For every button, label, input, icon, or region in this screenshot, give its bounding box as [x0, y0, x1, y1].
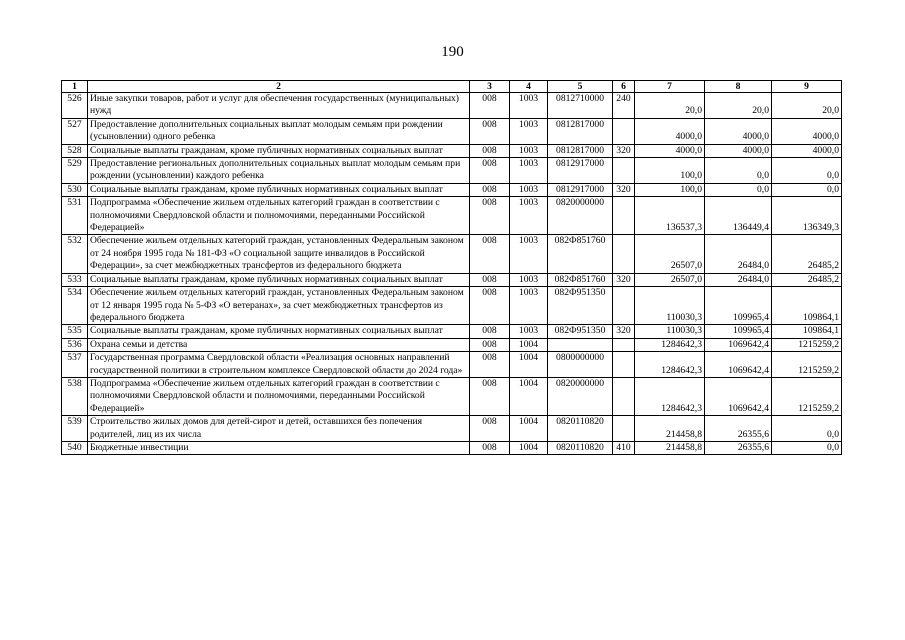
- section-code: 1003: [510, 235, 548, 273]
- table-row: [62, 441, 842, 454]
- expense-type-code: [613, 235, 635, 273]
- section-code: 1003: [510, 118, 548, 144]
- target-article-code: 0812917000: [548, 158, 613, 184]
- expense-type-code: [613, 118, 635, 144]
- expense-type-code: 320: [613, 325, 635, 338]
- table-row: [62, 325, 842, 338]
- amount-year-3: 1215259,2: [772, 338, 842, 351]
- expense-type-code: 410: [613, 441, 635, 454]
- expense-type-code: 320: [613, 144, 635, 157]
- row-number: 527: [62, 118, 88, 144]
- amount-year-3: 4000,0: [772, 144, 842, 157]
- table-row: [62, 118, 842, 144]
- amount-year-2: 109965,4: [705, 325, 772, 338]
- amount-year-1: 136537,3: [635, 197, 705, 235]
- amount-year-2: 26355,6: [705, 441, 772, 454]
- row-number: 530: [62, 183, 88, 196]
- row-name: Подпрограмма «Обеспечение жильем отдельных категорий граждан в соответствии с полномочиями Свердловской области и полномочиями, переданными Российской Федерацией»: [88, 197, 470, 235]
- section-code: 1003: [510, 273, 548, 286]
- row-number: 533: [62, 273, 88, 286]
- amount-year-1: 4000,0: [635, 118, 705, 144]
- amount-year-2: 1069642,4: [705, 377, 772, 415]
- amount-year-3: 0,0: [772, 183, 842, 196]
- row-name: Социальные выплаты гражданам, кроме публичных нормативных социальных выплат: [88, 183, 470, 196]
- admin-code: 008: [470, 144, 510, 157]
- column-header: 7: [635, 81, 705, 93]
- expense-type-code: [613, 377, 635, 415]
- table-row: [62, 416, 842, 442]
- row-number: 537: [62, 352, 88, 378]
- row-name: Иные закупки товаров, работ и услуг для обеспечения государственных (муниципальных) нужд: [88, 93, 470, 119]
- amount-year-1: 1284642,3: [635, 352, 705, 378]
- row-number: 540: [62, 441, 88, 454]
- target-article-code: 0800000000: [548, 352, 613, 378]
- column-header: 4: [510, 81, 548, 93]
- amount-year-2: 0,0: [705, 158, 772, 184]
- column-header: 5: [548, 81, 613, 93]
- admin-code: 008: [470, 93, 510, 119]
- budget-table: [61, 80, 842, 455]
- row-name: Предоставление дополнительных социальных выплат молодым семьям при рождении (усыновлении) одного ребенка: [88, 118, 470, 144]
- section-code: 1004: [510, 377, 548, 415]
- target-article-code: 082Ф851760: [548, 235, 613, 273]
- amount-year-2: 4000,0: [705, 118, 772, 144]
- amount-year-1: 214458,8: [635, 416, 705, 442]
- row-name: Социальные выплаты гражданам, кроме публичных нормативных социальных выплат: [88, 273, 470, 286]
- amount-year-3: 26485,2: [772, 235, 842, 273]
- table-row: [62, 144, 842, 157]
- amount-year-3: 4000,0: [772, 118, 842, 144]
- admin-code: 008: [470, 183, 510, 196]
- row-number: 536: [62, 338, 88, 351]
- amount-year-3: 20,0: [772, 93, 842, 119]
- table-row: [62, 338, 842, 351]
- section-code: 1004: [510, 338, 548, 351]
- row-name: Социальные выплаты гражданам, кроме публичных нормативных социальных выплат: [88, 325, 470, 338]
- row-number: 528: [62, 144, 88, 157]
- section-code: 1004: [510, 441, 548, 454]
- amount-year-2: 26484,0: [705, 273, 772, 286]
- amount-year-1: 1284642,3: [635, 338, 705, 351]
- target-article-code: 0820110820: [548, 416, 613, 442]
- amount-year-2: 20,0: [705, 93, 772, 119]
- expense-type-code: [613, 197, 635, 235]
- table-row: [62, 352, 842, 378]
- column-header: 9: [772, 81, 842, 93]
- row-number: 539: [62, 416, 88, 442]
- expense-type-code: [613, 352, 635, 378]
- target-article-code: 0812817000: [548, 118, 613, 144]
- amount-year-2: 0,0: [705, 183, 772, 196]
- page-number: 190: [441, 44, 464, 60]
- section-code: 1003: [510, 287, 548, 325]
- expense-type-code: [613, 158, 635, 184]
- admin-code: 008: [470, 235, 510, 273]
- section-code: 1003: [510, 93, 548, 119]
- expense-type-code: 240: [613, 93, 635, 119]
- admin-code: 008: [470, 441, 510, 454]
- table-row: [62, 183, 842, 196]
- table-row: [62, 93, 842, 119]
- admin-code: 008: [470, 377, 510, 415]
- section-code: 1003: [510, 144, 548, 157]
- target-article-code: 082Ф951350: [548, 325, 613, 338]
- target-article-code: 082Ф851760: [548, 273, 613, 286]
- row-name: Обеспечение жильем отдельных категорий граждан, установленных Федеральным законом от 12 января 1995 года № 5-ФЗ «О ветеранах», за счет межбюджетных трансфертов из федерального бюджета: [88, 287, 470, 325]
- column-header: 2: [88, 81, 470, 93]
- table-body: [62, 93, 842, 455]
- row-name: Охрана семьи и детства: [88, 338, 470, 351]
- admin-code: 008: [470, 416, 510, 442]
- amount-year-3: 1215259,2: [772, 377, 842, 415]
- admin-code: 008: [470, 158, 510, 184]
- amount-year-2: 1069642,4: [705, 352, 772, 378]
- amount-year-2: 109965,4: [705, 287, 772, 325]
- row-name: Обеспечение жильем отдельных категорий граждан, установленных Федеральным законом от 24 ноября 1995 года № 181-ФЗ «О социальной защите инвалидов в Российской Федерации», за счет межбюджетных трансфертов из федерального бюджета: [88, 235, 470, 273]
- column-header: 8: [705, 81, 772, 93]
- amount-year-2: 26484,0: [705, 235, 772, 273]
- amount-year-1: 20,0: [635, 93, 705, 119]
- amount-year-3: 1215259,2: [772, 352, 842, 378]
- amount-year-2: 1069642,4: [705, 338, 772, 351]
- amount-year-3: 109864,1: [772, 287, 842, 325]
- column-header: 6: [613, 81, 635, 93]
- amount-year-1: 4000,0: [635, 144, 705, 157]
- amount-year-3: 0,0: [772, 416, 842, 442]
- row-name: Строительство жилых домов для детей-сирот и детей, оставшихся без попечения родителей, лиц из их числа: [88, 416, 470, 442]
- row-name: Государственная программа Свердловской области «Реализация основных направлений государственной политики в строительном комплексе Свердловской области до 2024 года»: [88, 352, 470, 378]
- row-number: 526: [62, 93, 88, 119]
- amount-year-3: 26485,2: [772, 273, 842, 286]
- row-name: Подпрограмма «Обеспечение жильем отдельных категорий граждан в соответствии с полномочиями Свердловской области и полномочиями, переданными Российской Федерацией»: [88, 377, 470, 415]
- amount-year-1: 100,0: [635, 183, 705, 196]
- header-row: [62, 81, 842, 93]
- section-code: 1003: [510, 183, 548, 196]
- target-article-code: 0820000000: [548, 197, 613, 235]
- target-article-code: 0820110820: [548, 441, 613, 454]
- table-row: [62, 197, 842, 235]
- amount-year-2: 4000,0: [705, 144, 772, 157]
- admin-code: 008: [470, 352, 510, 378]
- column-header: 3: [470, 81, 510, 93]
- target-article-code: 0812917000: [548, 183, 613, 196]
- admin-code: 008: [470, 287, 510, 325]
- admin-code: 008: [470, 338, 510, 351]
- target-article-code: 0812710000: [548, 93, 613, 119]
- row-number: 532: [62, 235, 88, 273]
- amount-year-1: 26507,0: [635, 235, 705, 273]
- row-name: Социальные выплаты гражданам, кроме публичных нормативных социальных выплат: [88, 144, 470, 157]
- admin-code: 008: [470, 325, 510, 338]
- amount-year-3: 0,0: [772, 441, 842, 454]
- amount-year-1: 1284642,3: [635, 377, 705, 415]
- section-code: 1003: [510, 325, 548, 338]
- section-code: 1004: [510, 352, 548, 378]
- row-name: Бюджетные инвестиции: [88, 441, 470, 454]
- row-number: 531: [62, 197, 88, 235]
- row-number: 534: [62, 287, 88, 325]
- amount-year-1: 214458,8: [635, 441, 705, 454]
- target-article-code: 082Ф951350: [548, 287, 613, 325]
- row-number: 538: [62, 377, 88, 415]
- target-article-code: 0820000000: [548, 377, 613, 415]
- table-row: [62, 235, 842, 273]
- admin-code: 008: [470, 273, 510, 286]
- target-article-code: 0812817000: [548, 144, 613, 157]
- amount-year-1: 110030,3: [635, 287, 705, 325]
- amount-year-3: 0,0: [772, 158, 842, 184]
- amount-year-1: 100,0: [635, 158, 705, 184]
- amount-year-2: 136449,4: [705, 197, 772, 235]
- table-row: [62, 377, 842, 415]
- section-code: 1003: [510, 197, 548, 235]
- amount-year-1: 110030,3: [635, 325, 705, 338]
- expense-type-code: [613, 338, 635, 351]
- amount-year-3: 136349,3: [772, 197, 842, 235]
- table-row: [62, 273, 842, 286]
- admin-code: 008: [470, 118, 510, 144]
- section-code: 1003: [510, 158, 548, 184]
- table-row: [62, 158, 842, 184]
- column-header: 1: [62, 81, 88, 93]
- expense-type-code: 320: [613, 183, 635, 196]
- expense-type-code: 320: [613, 273, 635, 286]
- amount-year-1: 26507,0: [635, 273, 705, 286]
- row-number: 535: [62, 325, 88, 338]
- row-number: 529: [62, 158, 88, 184]
- section-code: 1004: [510, 416, 548, 442]
- expense-type-code: [613, 416, 635, 442]
- expense-type-code: [613, 287, 635, 325]
- row-name: Предоставление региональных дополнительных социальных выплат молодым семьям при рождении (усыновлении) каждого ребенка: [88, 158, 470, 184]
- amount-year-2: 26355,6: [705, 416, 772, 442]
- table-row: [62, 287, 842, 325]
- admin-code: 008: [470, 197, 510, 235]
- target-article-code: [548, 338, 613, 351]
- amount-year-3: 109864,1: [772, 325, 842, 338]
